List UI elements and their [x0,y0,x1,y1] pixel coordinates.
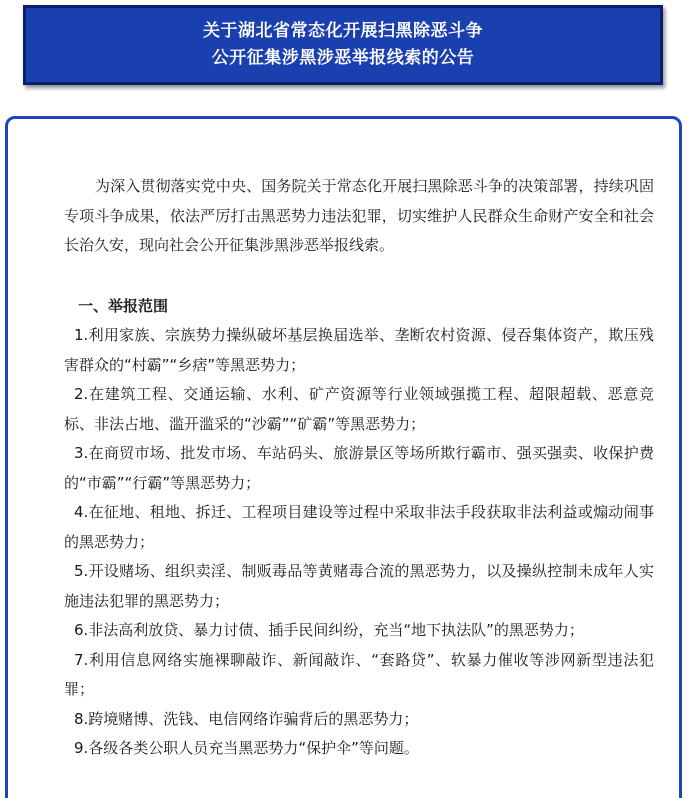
title-line-1: 关于湖北省常态化开展扫黑除恶斗争 [203,21,483,41]
list-item: 2.在建筑工程、交通运输、水利、矿产资源等行业领域强揽工程、超限超载、恶意竞标、非法占地、滥开滥采的“沙霸”“矿霸”等黑恶势力； [64,385,654,433]
report-scope-list [64,321,654,764]
intro-paragraph: 为深入贯彻落实党中央、国务院关于常态化开展扫黑除恶斗争的决策部署，持续巩固专项斗争成果，依法严厉打击黑恶势力违法犯罪，切实维护人民群众生命财产安全和社会长治久安，现向社会公开征集涉黑涉恶举报线索。 [64,177,654,254]
list-item: 3.在商贸市场、批发市场、车站码头、旅游景区等场所欺行霸市、强买强卖、收保护费的“市霸”“行霸”等黑恶势力； [64,444,654,492]
title-banner [23,5,663,85]
list-item: 8.跨境赌博、洗钱、电信网络诈骗背后的黑恶势力； [74,709,419,728]
list-item: 7.利用信息网络实施裸聊敲诈、新闻敲诈、“套路贷”、软暴力催收等涉网新型违法犯罪； [64,650,654,698]
announcement-body [64,172,654,764]
list-item: 9.各级各类公职人员充当黑恶势力“保护伞”等问题。 [74,739,419,757]
list-item: 6.非法高利放贷、暴力讨债、插手民间纠纷，充当“地下执法队”的黑恶势力； [74,621,584,639]
list-item: 1.利用家族、宗族势力操纵破坏基层换届选举、垄断农村资源、侵吞集体资产，欺压残害群众的“村霸”“乡痞”等黑恶势力； [64,326,654,374]
section-heading: 一、举报范围 [78,296,169,315]
title-line-2: 公开征集涉黑涉恶举报线索的公告 [211,48,475,68]
list-item: 5.开设赌场、组织卖淫、制贩毒品等黄赌毒合流的黑恶势力，以及操纵控制未成年人实施违法犯罪的黑恶势力； [64,562,654,610]
list-item: 4.在征地、租地、拆迁、工程项目建设等过程中采取非法手段获取非法利益或煽动闹事的黑恶势力； [64,503,654,551]
